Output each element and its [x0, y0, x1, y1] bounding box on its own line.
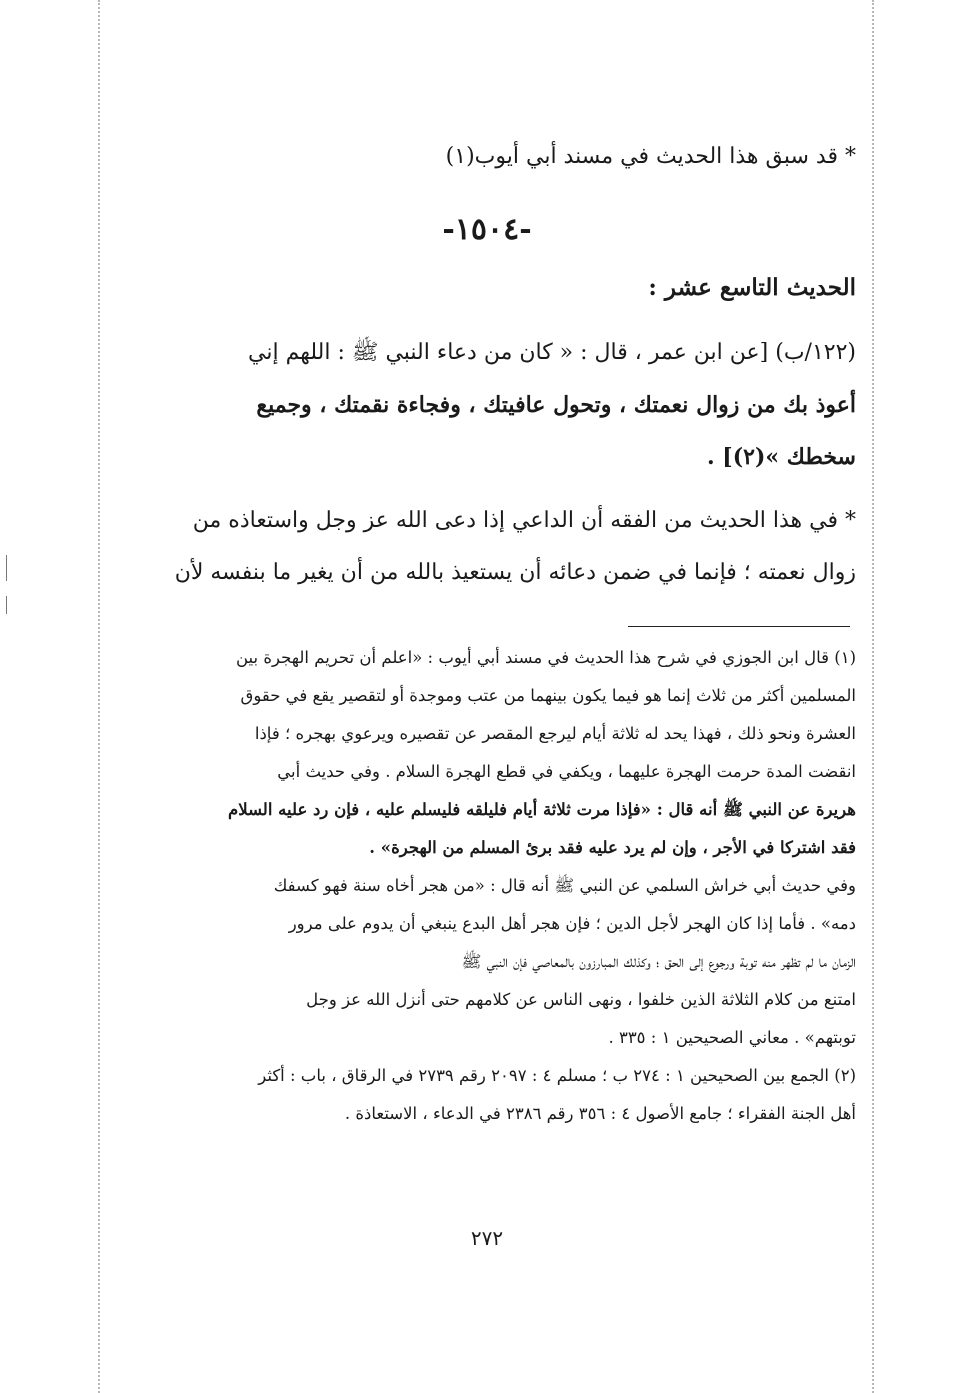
hadith-number: -١٥٠٤- [442, 212, 532, 247]
hadith-text-line: (١٢٢/ب) [عن ابن عمر ، قال : « كان من دعاء النبي ﷺ : اللهم إني [248, 340, 856, 365]
footnote-separator [628, 626, 850, 627]
commentary-line: * في هذا الحديث من الفقه أن الداعي إذا دعى الله عز وجل واستعاذه من [192, 508, 856, 533]
section-heading: الحديث التاسع عشر : [648, 274, 856, 301]
footnote-1-line: العشرة ونحو ذلك ، فهذا يحد له ثلاثة أيام ليرجع المقصر عن تقصيره ويرعوي بهجره ؛ فإذا [254, 724, 856, 743]
footnote-1-line: انقضت المدة حرمت الهجرة عليهما ، ويكفي في قطع الهجرة السلام . وفي حديث أبي [277, 762, 856, 781]
footnote-1-line: هريرة عن النبي ﷺ أنه قال : «فإذا مرت ثلاثة أيام فليلقه فليسلم عليه ، فإن رد عليه السلام [228, 800, 856, 819]
hadith-text-line: سخطك »(٢)] . [706, 444, 856, 470]
scan-edge-mark [6, 555, 7, 581]
footnote-1-line: توبتهم» . معاني الصحيحين ١ : ٣٣٥ . [608, 1028, 856, 1047]
footnote-1-line: المسلمين أكثر من ثلاث إنما هو فيما يكون بينهما من عتب وموجدة أو لتقصير يقع في حقوق [240, 686, 856, 705]
top-note: * قد سبق هذا الحديث في مسند أبي أيوب(١) [445, 144, 856, 169]
footnote-2-line: (٢) الجمع بين الصحيحين ١ : ٢٧٤ ب ؛ مسلم ٤ : ٢٠٩٧ رقم ٢٧٣٩ في الرقاق ، باب : أكثر [258, 1066, 856, 1085]
footnote-1-line: (١) قال ابن الجوزي في شرح هذا الحديث في مسند أبي أيوب : «اعلم أن تحريم الهجرة بين [235, 648, 856, 667]
footnote-2-line: أهل الجنة الفقراء ؛ جامع الأصول ٤ : ٣٥٦ رقم ٢٣٨٦ في الدعاء ، الاستعاذة . [344, 1104, 856, 1123]
commentary-line: زوال نعمته ؛ فإنما في ضمن دعائه أن يستعيذ بالله من أن يغير ما بنفسه لأن [174, 560, 856, 585]
scan-margin-left [98, 0, 100, 1393]
footnote-1-line: الزمان ما لم تظهر منه توبة ورجوع إلى الحق ؛ وكذلك المبارزون بالمعاصي فإن النبي ﷺ [461, 952, 856, 971]
scan-edge-mark [6, 596, 7, 614]
footnote-1-line: دمه» . فأما إذا كان الهجر لأجل الدين ؛ فإن هجر أهل البدع ينبغي أن يدوم على مرور [288, 914, 856, 933]
footnote-1-line: وفي حديث أبي خراش السلمي عن النبي ﷺ أنه قال : «من هجر أخاه سنة فهو كسفك [273, 876, 856, 895]
footnote-1-line: فقد اشتركا في الأجر ، وإن لم يرد عليه فقد برئ المسلم من الهجرة» . [369, 838, 856, 857]
page-number: ٢٧٢ [470, 1226, 504, 1250]
hadith-text-line: أعوذ بك من زوال نعمتك ، وتحول عافيتك ، وفجاءة نقمتك ، وجميع [256, 392, 856, 418]
footnote-1-line: امتنع من كلام الثلاثة الذين خلفوا ، ونهى الناس عن كلامهم حتى أنزل الله عز وجل [306, 990, 856, 1009]
scan-margin-right [872, 0, 874, 1393]
